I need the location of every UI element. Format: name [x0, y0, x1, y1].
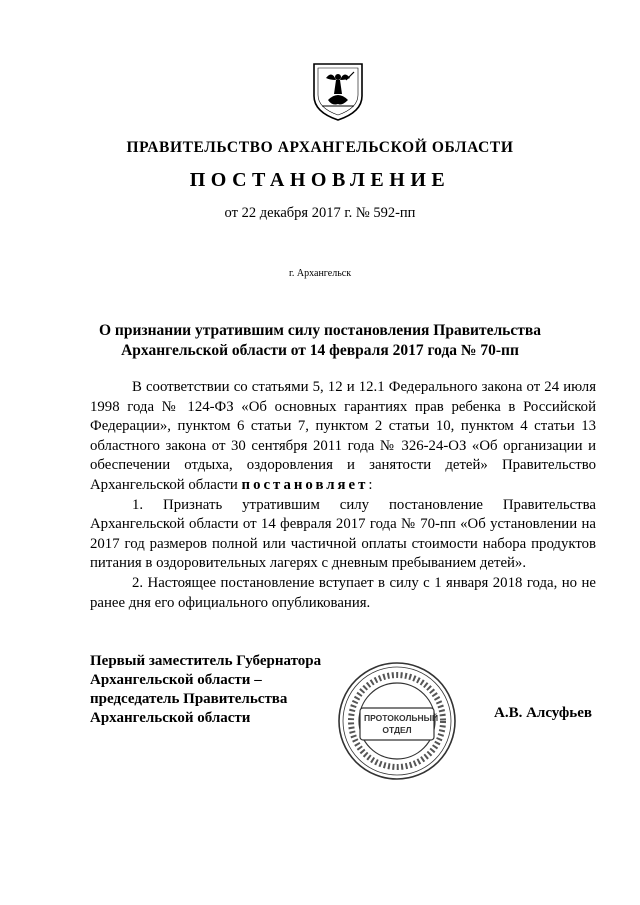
signatory-position — [90, 652, 321, 728]
signatory-line-1: Первый заместитель Губернатора — [90, 653, 322, 669]
document-type: ПОСТАНОВЛЕНИЕ — [189, 169, 451, 191]
document-city: г. Архангельск — [288, 268, 352, 279]
stamp-label-line-2: ОТДЕЛ — [382, 725, 412, 735]
title-line-1: О признании утратившим силу постановления Правительства — [98, 322, 541, 339]
decree-word: постановляет — [241, 476, 369, 493]
preamble-text: В соответствии со статьями 5, 12 и 12.1 Федерального закона от 24 июля 1998 года № 124-ФЗ «Об основных гарантиях прав ребенка в Российской Федерации», пунктом 6 статьи 7, пунктом 2 статьи 10, пунктом 4 статьи 13 областного закона от 30 сентября 2011 года № 326-24-ОЗ «Об организации и обеспечении отдыха, оздоровления и занятости детей» Правительство Архангельской области — [90, 379, 596, 493]
decree-colon: : — [368, 476, 373, 493]
coat-of-arms-icon — [306, 60, 370, 122]
item-1-paragraph: 1. Признать утратившим силу постановление Правительства Архангельской области от 14 февраля 2017 года № 70-пп «Об установлении на 2017 год размеров полной или частичной оплаты стоимости набора продуктов питания в оздоровительных лагерях с дневным пребыванием детей». — [90, 496, 596, 572]
organization-name: ПРАВИТЕЛЬСТВО АРХАНГЕЛЬСКОЙ ОБЛАСТИ — [126, 139, 514, 156]
signatory-line-4: Архангельской области — [90, 710, 251, 726]
preamble-paragraph — [90, 378, 596, 496]
document-date-number: от 22 декабря 2017 г. № 592-пп — [224, 205, 416, 221]
stamp-label — [364, 712, 439, 740]
title-line-2: Архангельской области от 14 февраля 2017 года № 70-пп — [121, 342, 519, 359]
signatory-line-2: Архангельской области – — [90, 672, 262, 688]
signatory-name: А.В. Алсуфьев — [494, 705, 592, 721]
item-2-paragraph: 2. Настоящее постановление вступает в силу с 1 января 2018 года, но не ранее дня его официального опубликования. — [90, 574, 596, 611]
signatory-line-3: председатель Правительства — [90, 691, 288, 707]
stamp-label-line-1: ПРОТОКОЛЬНЫЙ — [364, 713, 439, 723]
document-title — [0, 321, 640, 361]
document-body — [90, 378, 596, 613]
